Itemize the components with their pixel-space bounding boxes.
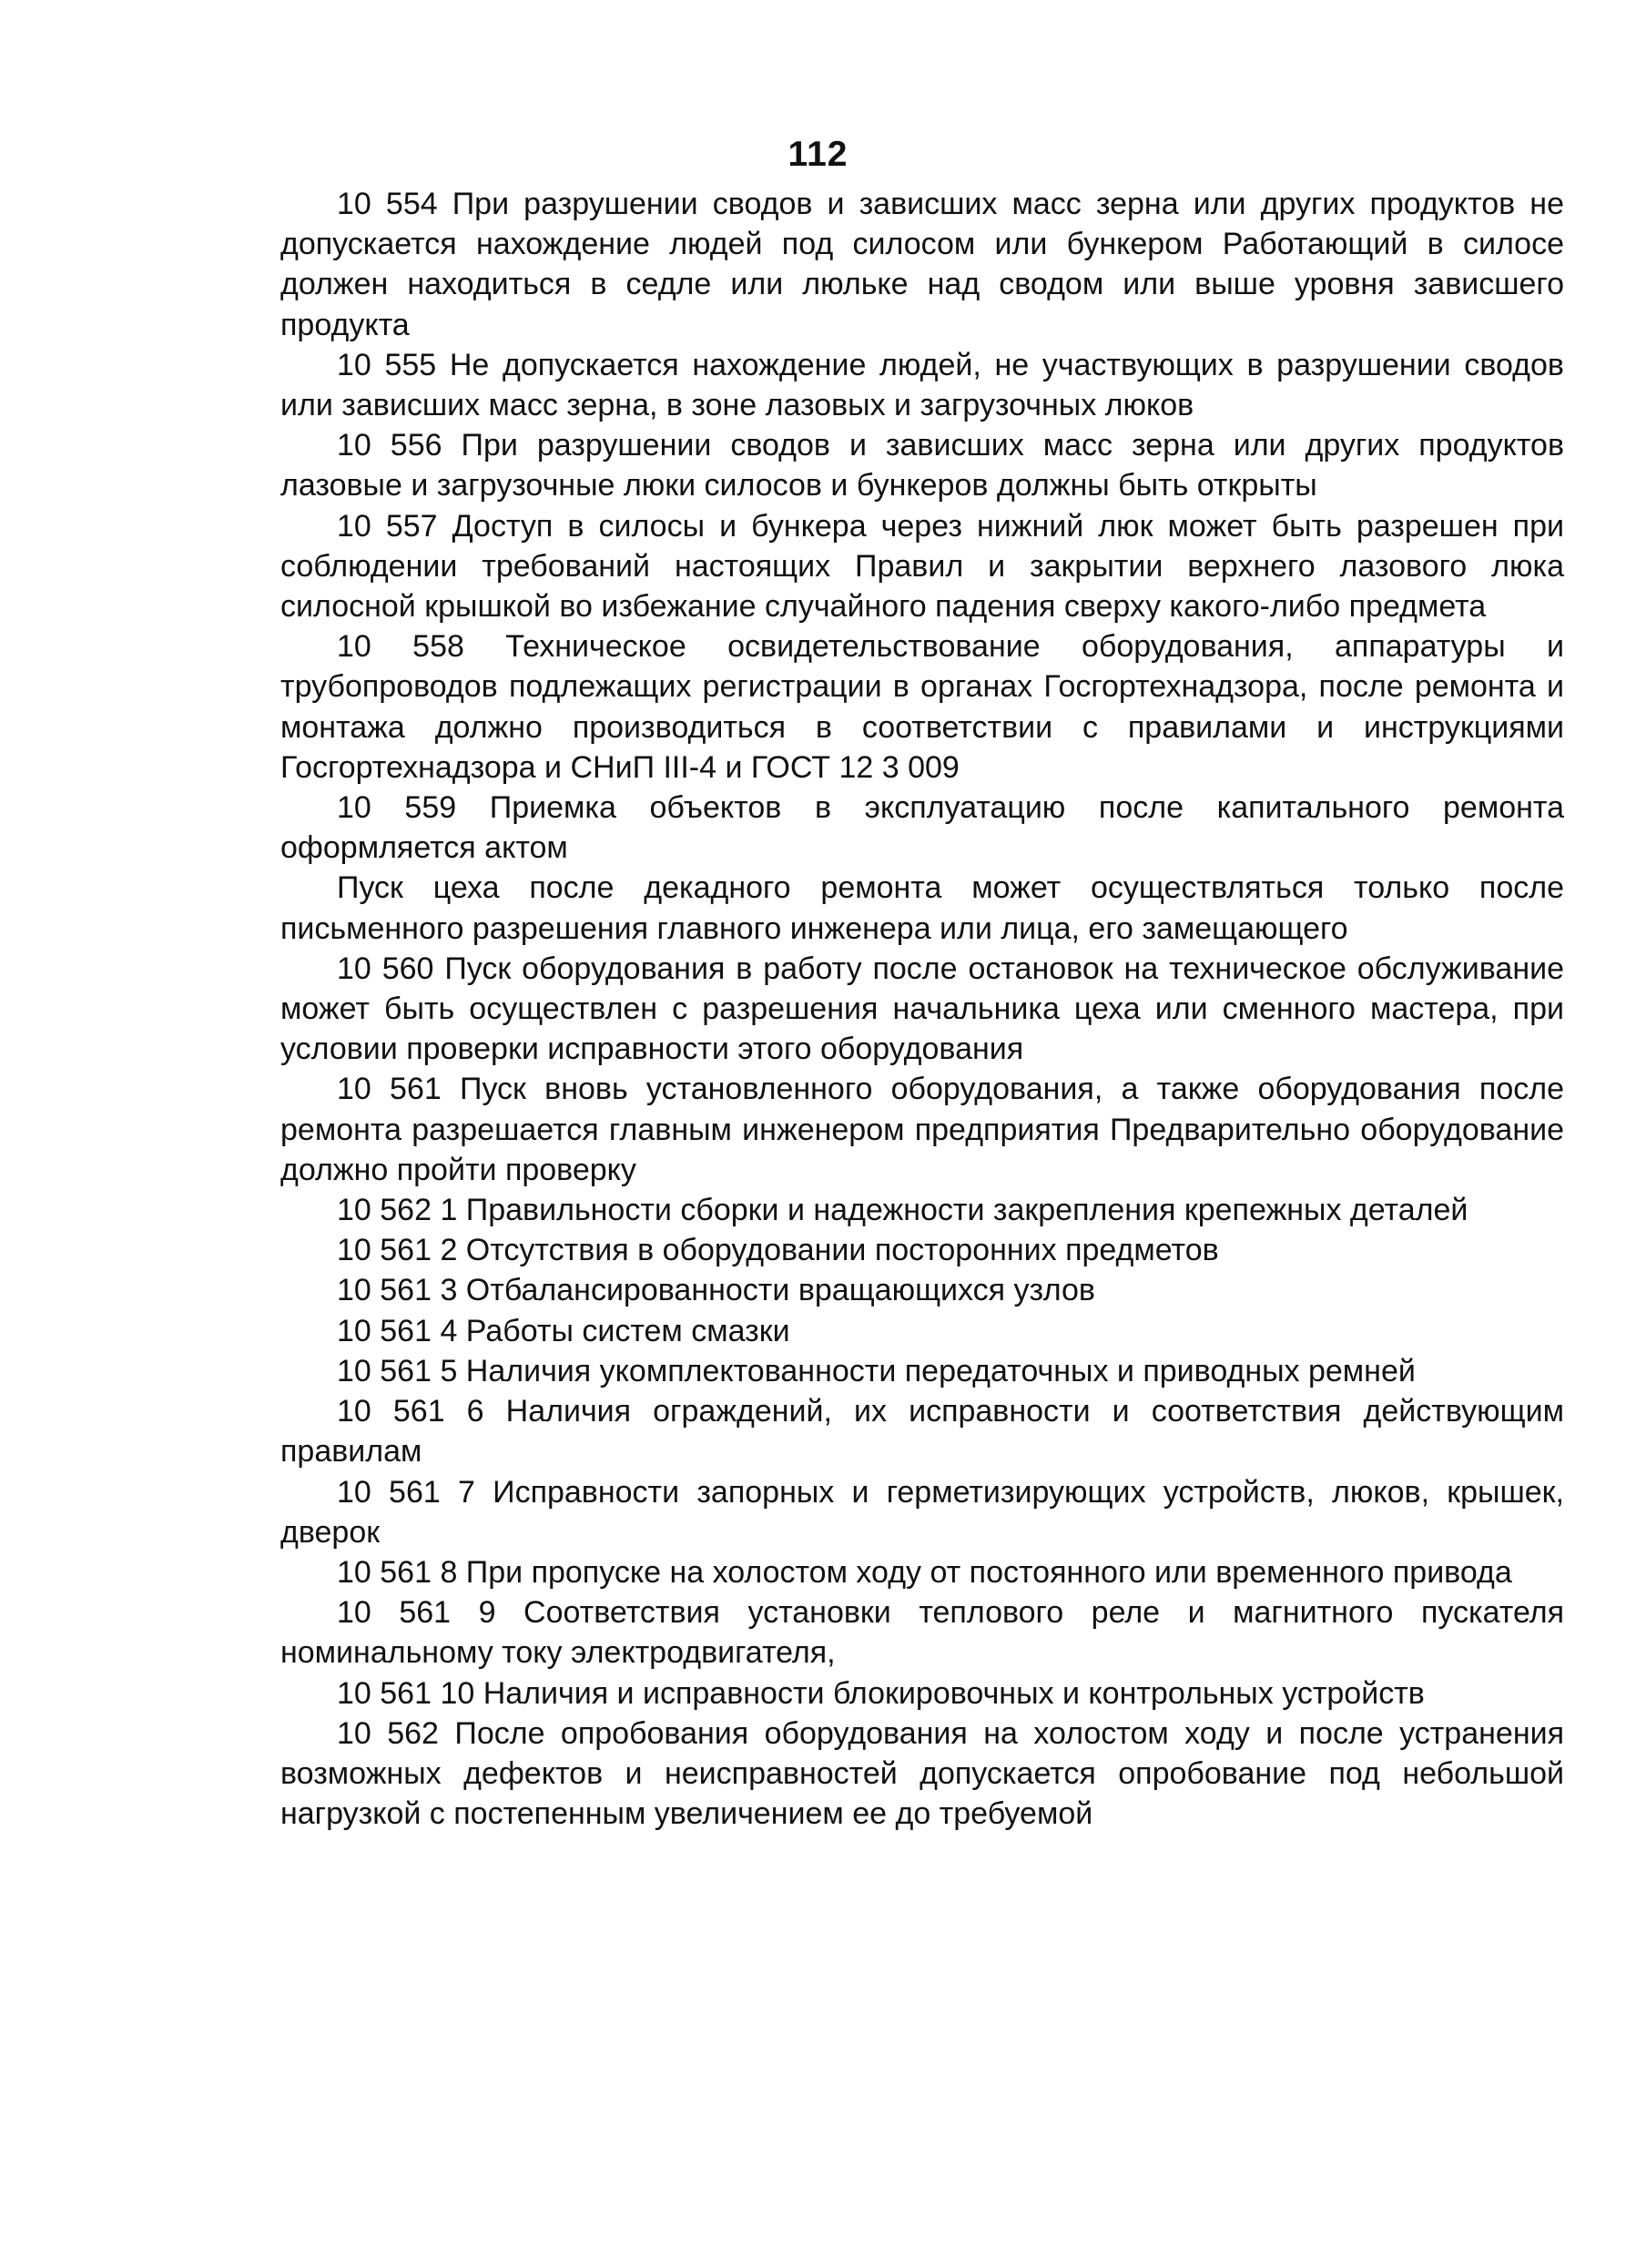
paragraph: 10 561 7 Исправности запорных и герметизирующих устройств, люков, крышек, дверок [280, 1474, 1564, 1550]
body-text [280, 184, 1564, 1834]
paragraph: 10 562 1 Правильности сборки и надежности закрепления крепежных деталей [337, 1193, 1468, 1228]
paragraph: 10 554 При разрушении сводов и зависших масс зерна или других продуктов не допускается нахождение людей под силосом или бункером Работающий в силосе должен находиться в седле или люльке над сводом или выше уровня зависшего продукта [280, 187, 1564, 342]
paragraph: 10 559 Приемка объектов в эксплуатацию после капитального ремонта оформляется актом [280, 790, 1564, 866]
paragraph: 10 562 После опробования оборудования на холостом ходу и после устранения возможных дефектов и неисправностей допускается опробование под небольшой нагрузкой с постепенным увеличением ее до требуемой [280, 1715, 1564, 1832]
paragraph: 10 561 8 При пропуске на холостом ходу от постоянного или временного привода [337, 1554, 1512, 1590]
paragraph: 10 561 2 Отсутствия в оборудовании посторонних предметов [337, 1233, 1219, 1268]
paragraph: 10 557 Доступ в силосы и бункера через нижний люк может быть разрешен при соблюдении требований настоящих Правил и закрытии верхнего лазового люка силосной крышкой во избежание случайного падения сверху какого-либо предмета [280, 508, 1564, 625]
paragraph: 10 556 При разрушении сводов и зависших масс зерна или других продуктов лазовые и загрузочные люки силосов и бункеров должны быть открыты [280, 428, 1564, 503]
paragraph: 10 561 Пуск вновь установленного оборудования, а также оборудования после ремонта разрешается главным инженером предприятия Предварительно оборудование должно пройти проверку [280, 1072, 1564, 1187]
paragraph: Пуск цеха после декадного ремонта может осуществляться только после письменного разрешения главного инженера или лица, его замещающего [280, 870, 1564, 946]
paragraph: 10 561 9 Соответствия установки теплового реле и магнитного пускателя номинальному току электродвигателя, [280, 1595, 1564, 1671]
paragraph: 10 561 10 Наличия и исправности блокировочных и контрольных устройств [337, 1675, 1425, 1711]
paragraph: 10 555 Не допускается нахождение людей, не участвующих в разрушении сводов или зависших масс зерна, в зоне лазовых и загрузочных люков [280, 347, 1564, 423]
paragraph: 10 558 Техническое освидетельствование оборудования, аппаратуры и трубопроводов подлежащих регистрации в органах Госгортехнадзора, после ремонта и монтажа должно производиться в соответствии с правилами и инструкциями Госгортехнадзора и СНиП III-4 и ГОСТ 12 3 009 [280, 629, 1564, 785]
paragraph: 10 561 6 Наличия ограждений, их исправности и соответствия действующим правилам [280, 1394, 1564, 1470]
paragraph: 10 561 4 Работы систем смазки [337, 1313, 790, 1348]
paragraph: 10 561 5 Наличия укомплектованности передаточных и приводных ремней [337, 1353, 1416, 1388]
page-number: 112 [788, 135, 848, 174]
paragraph: 10 560 Пуск оборудования в работу после остановок на техническое обслуживание может быть осуществлен с разрешения начальника цеха или сменного мастера, при условии проверки исправности этого оборудования [280, 951, 1564, 1067]
paragraph: 10 561 3 Отбалансированности вращающихся узлов [337, 1273, 1095, 1308]
